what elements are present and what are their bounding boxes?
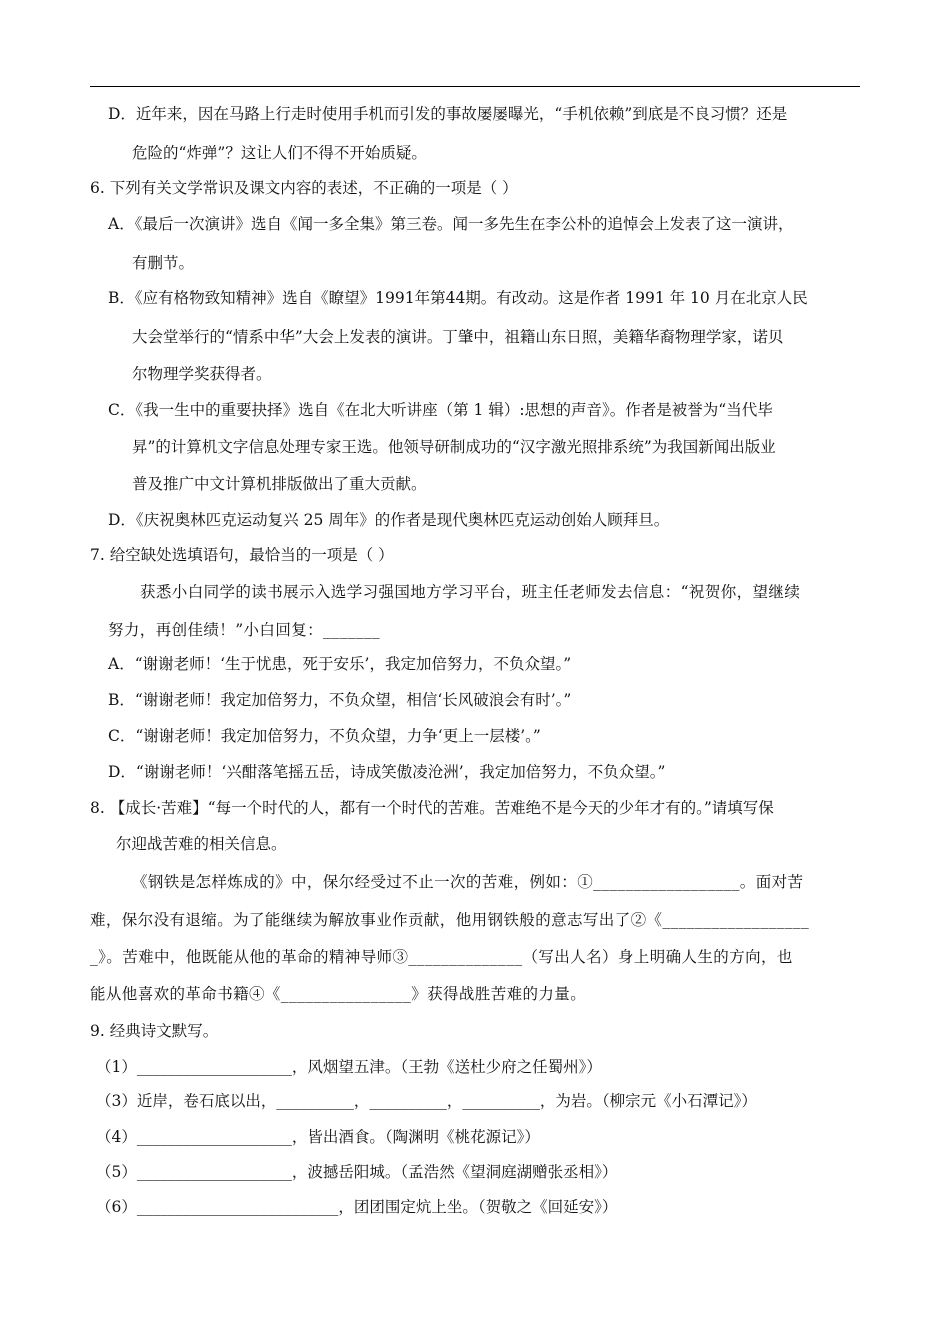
q9-item-5: （5）____________________，波撼岳阳城。（孟浩然《望洞庭湖赠张丞相》）: [96, 1163, 618, 1181]
q8-passage-line4: 能从他喜欢的革命书籍④《________________》获得战胜苦难的力量。: [90, 985, 587, 1003]
q6-option-a-line2: 有删节。: [132, 254, 195, 272]
q9-item-1: （1）____________________，风烟望五津。（王勃《送杜少府之任蜀州》）: [96, 1058, 602, 1076]
q9-item-4: （4）____________________，皆出酒食。（陶渊明《桃花源记》）: [96, 1128, 540, 1146]
q9-stem: 9. 经典诗文默写。: [90, 1022, 219, 1040]
q6-option-b-line2: 大会堂举行的“情系中华”大会上发表的演讲。丁肇中，祖籍山东日照，美籍华裔物理学家，诺贝: [132, 328, 784, 346]
q9-item-3: （3）近岸，卷石底以出，__________，__________，__________，为岩。（柳宗元《小石潭记》）: [96, 1092, 757, 1110]
q7-option-c: C．“谢谢老师！我定加倍努力，不负众望，力争‘更上一层楼’。”: [108, 727, 541, 745]
q6-option-c-line3: 普及推广中文计算机排版做出了重大贡献。: [132, 475, 427, 493]
q8-stem-line2: 尔迎战苦难的相关信息。: [116, 835, 287, 853]
q6-stem: 6. 下列有关文学常识及课文内容的表述，不正确的一项是（ ）: [90, 179, 518, 197]
q8-passage-line3: _》。苦难中，他既能从他的革命的精神导师③______________（写出人名）身上明确人生的方向，也: [90, 948, 793, 966]
q9-item-6: （6）__________________________，团团围定炕上坐。（贺敬之《回延安》）: [96, 1198, 618, 1216]
q7-option-a: A．“谢谢老师！‘生于忧患，死于安乐’，我定加倍努力，不负众望。”: [108, 655, 572, 673]
q6-option-a-line1: A．《最后一次演讲》选自《闻一多全集》第三卷。闻一多先生在李公朴的追悼会上发表了这一演讲，: [108, 215, 794, 233]
q8-passage-line2: 难，保尔没有退缩。为了能继续为解放事业作贡献，他用钢铁般的意志写出了②《__________________: [90, 911, 810, 929]
q8-passage-line1: 《钢铁是怎样炼成的》中，保尔经受过不止一次的苦难，例如：①__________________。面对苦: [132, 873, 804, 891]
q8-stem-line1: 8. 【成长·苦难】“每一个时代的人，都有一个时代的苦难。苦难绝不是今天的少年才有的。”请填写保: [90, 799, 774, 817]
q6-option-b-line1: B．《应有格物致知精神》选自《瞭望》1991年第44期。有改动。这是作者 1991 年 10 月在北京人民: [108, 289, 808, 307]
q7-passage-line1: 获悉小白同学的读书展示入选学习强国地方学习平台，班主任老师发去信息：“祝贺你，望继续: [140, 583, 801, 601]
q6-option-c-line2: 昇”的计算机文字信息处理专家王选。他领导研制成功的“汉字激光照排系统”为我国新闻出版业: [132, 438, 776, 456]
q7-option-d: D．“谢谢老师！‘兴酣落笔摇五岳，诗成笑傲凌沧洲’，我定加倍努力，不负众望。”: [108, 763, 666, 781]
q6-option-d: D．《庆祝奥林匹克运动复兴 25 周年》的作者是现代奥林匹克运动创始人顾拜旦。: [108, 511, 670, 529]
header-rule: [90, 86, 860, 87]
q7-option-b: B．“谢谢老师！我定加倍努力，不负众望，相信‘长风破浪会有时’。”: [108, 691, 572, 709]
q7-stem: 7. 给空缺处选填语句，最恰当的一项是（ ）: [90, 546, 394, 564]
q6-option-b-line3: 尔物理学奖获得者。: [132, 365, 272, 383]
q5-option-d-line2: 危险的“炸弹”？这让人们不得不开始质疑。: [132, 144, 427, 162]
q7-passage-line2: 努力，再创佳绩！”小白回复：_______: [108, 621, 381, 639]
q6-option-c-line1: C．《我一生中的重要抉择》选自《在北大听讲座（第 1 辑）:思想的声音》。作者是被誉为“当代毕: [108, 401, 773, 419]
q5-option-d-line1: D．近年来，因在马路上行走时使用手机而引发的事故屡屡曝光，“手机依赖”到底是不良习惯？还是: [108, 105, 788, 123]
